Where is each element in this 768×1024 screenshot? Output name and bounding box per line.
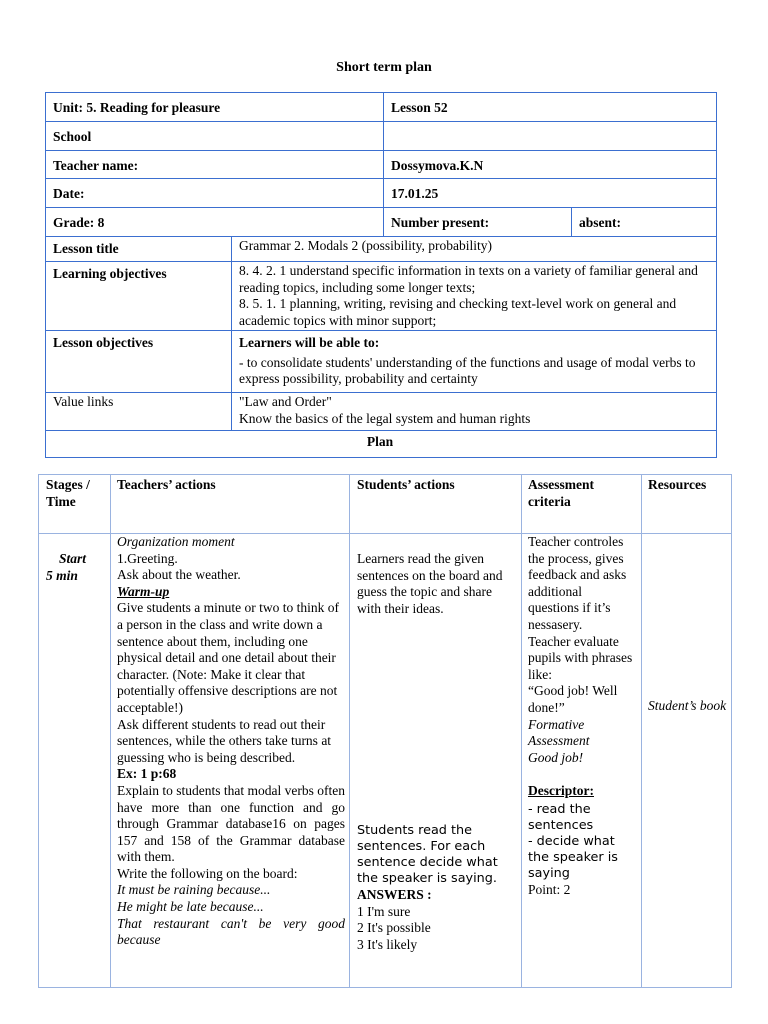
- descriptor-1: - read the sentences: [528, 801, 594, 833]
- board-sentence-1: It must be raining because...: [117, 882, 271, 898]
- header-resources: Resources: [648, 477, 707, 492]
- header-assessment-criteria: Assessment criteria: [528, 477, 594, 509]
- learning-objective-1: 8. 4. 2. 1 understand specific information in texts on a variety of familiar general and reading topics, including some longer texts;: [239, 263, 698, 295]
- stage-time: 5 min: [46, 568, 78, 583]
- lesson-objectives-value: [232, 331, 714, 392]
- date-label: Date:: [46, 179, 384, 207]
- answer-1: 1 I'm sure: [357, 903, 411, 919]
- date-value: 17.01.25: [391, 186, 439, 201]
- value-links-value: [232, 393, 714, 430]
- organization-moment: Organization moment: [117, 534, 235, 549]
- warmup-text: Give students a minute or two to think of a person in the class and write down a sentence about them, including one physical detail and one detail about their character. (Note: Make it clear that potentially offensive descriptions are not acceptable!): [117, 600, 339, 715]
- header-students-actions: Students’ actions: [357, 477, 455, 492]
- header-stages: Stages / Time: [46, 477, 90, 509]
- students-actions-part-2: [357, 823, 519, 953]
- learning-objectives-label: Learning objectives: [46, 262, 232, 330]
- weather-text: Ask about the weather.: [117, 567, 241, 583]
- number-present-cell: Number present:: [384, 208, 572, 236]
- lesson-title-label: Lesson title: [46, 237, 232, 261]
- lesson-objectives-text: - to consolidate students' understanding of the functions and usage of modal verbs to express possibility, probability and certainty: [239, 354, 696, 387]
- column-divider: [641, 475, 642, 987]
- stage-name: Start: [59, 551, 87, 566]
- assessment-text-2: Teacher evaluate pupils with phrases like:: [528, 633, 633, 682]
- value-link-1: "Law and Order": [239, 394, 332, 409]
- value-links-label: Value links: [46, 393, 232, 430]
- teacher-value: Dossymova.K.N: [391, 158, 484, 173]
- plan-table: [38, 474, 732, 988]
- school-label: School: [46, 122, 384, 150]
- learning-objectives-value: [232, 262, 714, 330]
- school-value: [384, 122, 714, 150]
- warmup-heading: Warm-up: [117, 583, 170, 599]
- explain-text: Explain to students that modal verbs often have more than one function and go through Grammar database16 on pages 157 and 158 of the Grammar database with them.: [117, 782, 345, 865]
- resources-text: Student’s book: [648, 698, 727, 713]
- absent-cell: absent:: [579, 215, 622, 230]
- students-actions-text-2: Students read the sentences. For each sentence decide what the speaker is saying.: [357, 823, 498, 886]
- descriptor-2: - decide what the speaker is saying: [528, 833, 618, 881]
- assessment-cell: [528, 534, 636, 899]
- students-actions-text-1: Learners read the given sentences on the board and guess the topic and share with their ideas.: [357, 551, 503, 616]
- exercise-label: Ex: 1 p:68: [117, 766, 177, 782]
- column-divider: [110, 475, 111, 987]
- greeting-text: 1.Greeting.: [117, 550, 178, 566]
- board-sentence-3: That restaurant can't be very good because: [117, 915, 345, 948]
- answers-label: ANSWERS :: [357, 887, 432, 902]
- lesson-number-cell: Lesson 52: [391, 100, 448, 115]
- learning-objective-2: 8. 5. 1. 1 planning, writing, revising and checking text-level work on general and academic topics with minor support;: [239, 296, 677, 328]
- formative-assessment: Formative Assessment: [528, 716, 590, 749]
- good-job-text: Good job!: [528, 749, 584, 765]
- value-link-2: Know the basics of the legal system and human rights: [239, 410, 531, 426]
- assessment-text-1: Teacher controles the process, gives feedback and asks additional questions if it’s nessasery.: [528, 534, 627, 632]
- lesson-info-table: [45, 92, 717, 458]
- write-text: Write the following on the board:: [117, 865, 298, 881]
- grade-cell: Grade: 8: [46, 208, 384, 236]
- descriptor-point: Point: 2: [528, 881, 571, 897]
- column-divider: [349, 475, 350, 987]
- header-teachers-actions: Teachers’ actions: [117, 477, 216, 492]
- teacher-label: Teacher name:: [46, 151, 384, 178]
- descriptor-label: Descriptor:: [528, 783, 594, 799]
- plan-label: Plan: [366, 434, 394, 449]
- board-sentence-2: He might be late because...: [117, 899, 264, 915]
- teachers-actions-cell: [117, 534, 345, 949]
- column-divider: [521, 475, 522, 987]
- answer-2: 2 It's possible: [357, 920, 431, 936]
- lesson-objectives-label: Lesson objectives: [46, 331, 232, 392]
- lesson-title-value: Grammar 2. Modals 2 (possibility, probability): [239, 238, 492, 253]
- assessment-praise: “Good job! Well done!”: [528, 683, 618, 715]
- ask-text: Ask different students to read out their sentences, while the others take turns at guessing who is being described.: [117, 716, 332, 765]
- lesson-objectives-head: Learners will be able to:: [239, 335, 380, 350]
- answer-3: 3 It's likely: [357, 936, 418, 952]
- unit-cell: Unit: 5. Reading for pleasure: [46, 93, 384, 121]
- page-title: Short term plan: [336, 60, 432, 75]
